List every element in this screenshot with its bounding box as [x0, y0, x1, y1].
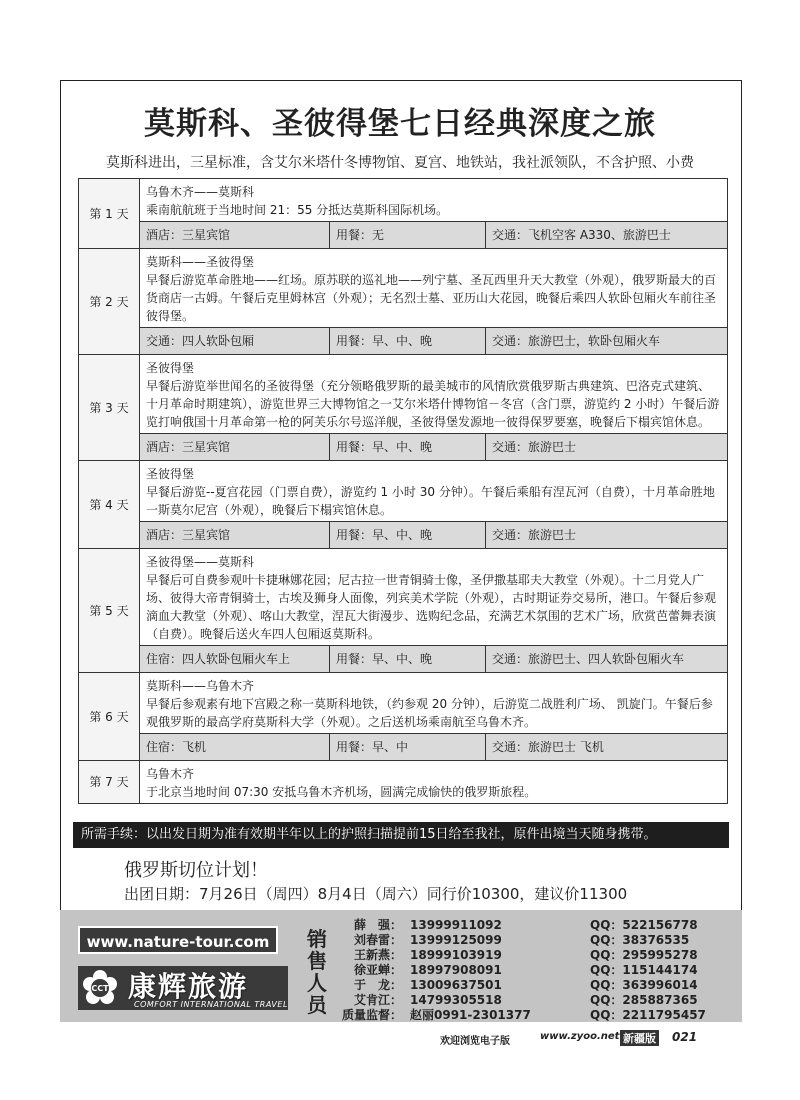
day-label: 第 7 天 [79, 761, 140, 804]
day-route: 圣彼得堡 [146, 467, 195, 481]
staff-qq [590, 918, 706, 1023]
day-meals: 用餐：早、中、晚 [330, 646, 486, 672]
footer-text: 欢迎浏览电子版 [440, 1036, 510, 1047]
day-meals: 用餐：早、中、晚 [330, 522, 486, 548]
day-label: 第 2 天 [79, 249, 140, 355]
itinerary-day-3 [79, 355, 728, 461]
day-lodging: 住宿：四人软卧包厢火车上 [140, 646, 330, 672]
staff-name: 徐亚蝉： [353, 963, 402, 977]
day-lodging: 酒店：三星宾馆 [140, 522, 330, 548]
day-info-row [140, 521, 727, 548]
day-meals: 用餐：早、中、晚 [330, 434, 486, 460]
day-meals: 用餐：无 [330, 222, 486, 248]
footer-region-badge: 新疆版 [620, 1030, 659, 1046]
staff-name: 刘春雷： [353, 933, 402, 947]
footer-link[interactable]: www.zyoo.net [540, 1031, 620, 1042]
staff-name: 王新燕： [353, 948, 402, 962]
day-transport: 交通：旅游巴士 飞机 [492, 740, 604, 754]
day-detail: 早餐后游览--夏宫花园（门票自费），游览约 1 小时 30 分钟）。午餐后乘船有涅瓦河（自费），十月革命胜地一斯莫尔尼宫（外观），晚餐后下榻宾馆休息。 [146, 485, 715, 517]
brand-name: 康辉旅游 [128, 970, 249, 1003]
logo-mark: CCT [91, 984, 109, 993]
day-route: 莫斯科——乌鲁木齐 [146, 679, 255, 693]
page-title: 莫斯科、圣彼得堡七日经典深度之旅 [144, 106, 656, 142]
day-route: 乌鲁木齐 [146, 767, 195, 781]
day-meals: 用餐：早、中 [330, 734, 486, 760]
staff-phone: 赵丽0991-2301377 [410, 1008, 531, 1022]
itinerary-day-5 [79, 549, 728, 673]
itinerary-day-6 [79, 673, 728, 761]
day-info-row [140, 221, 727, 248]
day-detail: 早餐后可自费参观叶卡捷琳娜花园；尼古拉一世青铜骑士像，圣伊撒基耶夫大教堂（外观）。十二月党人广场、彼得大帝青铜骑士，古埃及狮身人面像，列宾美术学院（外观），古时期证券交易所，港口。午餐后参观滴血大教堂（外观）、喀山大教堂，涅瓦大街漫步、选购纪念品，充满艺术氛围的艺术广场，欣赏芭蕾舞表演（自费）。晚餐后送火车四人包厢返莫斯科。 [146, 573, 717, 641]
staff-name: 于 龙： [353, 978, 402, 992]
day-detail: 早餐后游览举世闻名的圣彼得堡（充分领略俄罗斯的最美城市的风情欣赏俄罗斯古典建筑、巴洛克式建筑、十月革命时期建筑），游览世界三大博物馆之一艾尔米塔什博物馆－冬宫（含门票，游览约 2 小时）午餐后游览打响俄国十月革命第一枪的阿芙乐尔号巡洋舰，圣彼得堡发源地一彼得保罗要塞，晚餐后下榻宾馆休息。 [146, 379, 720, 429]
day-detail: 于北京当地时间 07:30 安抵乌鲁木齐机场，圆满完成愉快的俄罗斯旅程。 [146, 785, 537, 799]
itinerary-day-1 [79, 179, 728, 249]
staff-qq-number: QQ：363996014 [590, 978, 698, 992]
staff-phones [410, 918, 531, 1023]
day-transport: 交通：旅游巴士 [492, 528, 577, 542]
day-info-row [140, 327, 727, 354]
staff-name: 质量监督： [341, 1008, 402, 1022]
day-lodging: 酒店：三星宾馆 [140, 222, 330, 248]
itinerary-day-4 [79, 461, 728, 549]
itinerary-day-7 [79, 761, 728, 804]
day-label: 第 1 天 [79, 179, 140, 249]
staff-qq-number: QQ：115144174 [590, 963, 698, 977]
staff-phone: 18999103919 [410, 948, 502, 962]
day-info-row [140, 433, 727, 460]
day-transport: 交通：飞机空客 A330、旅游巴士 [492, 228, 671, 242]
staff-phone: 13999911092 [410, 918, 502, 932]
staff-qq-number: QQ：285887365 [590, 993, 698, 1007]
page-subtitle: 莫斯科进出，三星标准，含艾尔米塔什冬博物馆、夏宫、地铁站，我社派领队，不含护照、小费 [106, 155, 694, 171]
staff-qq-number: QQ：38376535 [590, 933, 690, 947]
day-transport: 交通：旅游巴士 [492, 440, 577, 454]
itinerary-day-2 [79, 249, 728, 355]
staff-qq-number: QQ：2211795457 [590, 1008, 706, 1022]
day-label: 第 3 天 [79, 355, 140, 461]
day-route: 圣彼得堡——莫斯科 [146, 555, 255, 569]
day-label: 第 6 天 [79, 673, 140, 761]
staff-name: 艾肯江： [353, 993, 402, 1007]
day-label: 第 5 天 [79, 549, 140, 673]
day-detail: 乘南航航班于当地时间 21：55 分抵达莫斯科国际机场。 [146, 203, 449, 217]
promo-dates: 出团日期：7月26日（周四）8月4日（周六）同行价10300，建议价11300 [124, 885, 628, 903]
day-info-row [140, 645, 727, 672]
day-route: 圣彼得堡 [146, 361, 195, 375]
staff-qq-number: QQ：295995278 [590, 948, 698, 962]
day-transport: 交通：旅游巴士，软卧包厢火车 [492, 334, 661, 348]
day-info-row [140, 733, 727, 760]
staff-qq-number: QQ：522156778 [590, 918, 698, 932]
requirements-notice: 所需手续：以出发日期为准有效期半年以上的护照扫描提前15日给至我社，原件出境当天随身携带。 [73, 822, 729, 848]
day-meals: 用餐：早、中、晚 [330, 328, 486, 354]
sales-label: 销售人员 [307, 927, 327, 1017]
day-route: 莫斯科——圣彼得堡 [146, 255, 255, 269]
day-transport: 交通：旅游巴士、四人软卧包厢火车 [492, 652, 685, 666]
staff-names [338, 918, 402, 1023]
day-lodging: 交通：四人软卧包厢 [140, 328, 330, 354]
day-detail: 早餐后参观素有地下宫殿之称一莫斯科地铁，（约参观 20 分钟），后游览二战胜利广场、 凯旋门。午餐后参观俄罗斯的最高学府莫斯科大学（外观）。之后送机场乘南航至乌鲁木齐。 [146, 697, 713, 729]
day-lodging: 住宿：飞机 [140, 734, 330, 760]
staff-phone: 13009637501 [410, 978, 502, 992]
promo-title: 俄罗斯切位计划！ [124, 860, 268, 881]
day-lodging: 酒店：三星宾馆 [140, 434, 330, 460]
page-number: 021 [672, 1030, 698, 1044]
day-detail: 早餐后游览革命胜地——红场。原苏联的巡礼地——列宁墓、圣瓦西里升天大教堂（外观），俄罗斯最大的百货商店一古姆。午餐后克里姆林宫（外观）；无名烈士墓、亚历山大花园，晚餐后乘四人软卧包厢火车前往圣彼得堡。 [146, 273, 717, 323]
brand-name-english: COMFORT INTERNATIONAL TRAVEL [134, 1000, 288, 1009]
staff-phone: 14799305518 [410, 993, 502, 1007]
itinerary-table [78, 178, 728, 804]
day-route: 乌鲁木齐——莫斯科 [146, 185, 255, 199]
day-label: 第 4 天 [79, 461, 140, 549]
staff-phone: 13999125099 [410, 933, 502, 947]
website-link[interactable]: www.nature-tour.com [78, 926, 278, 954]
staff-phone: 18997908091 [410, 963, 502, 977]
staff-name: 薛 强： [353, 918, 402, 932]
